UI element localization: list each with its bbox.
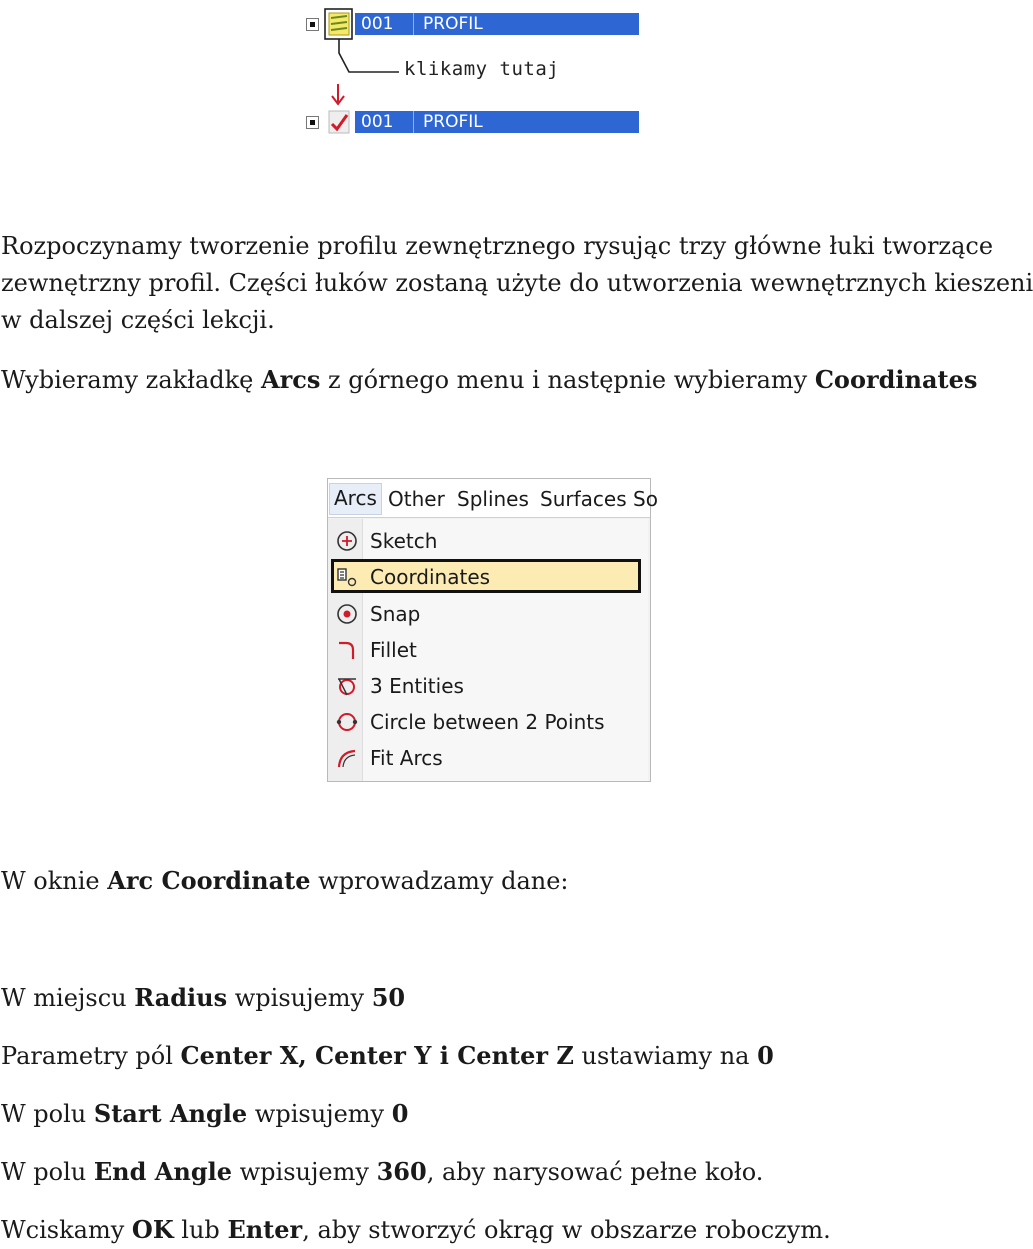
menu-tab-arcs[interactable]: Arcs	[329, 483, 382, 515]
three-entities-icon	[336, 675, 358, 697]
fit-arcs-icon	[336, 747, 358, 769]
fillet-icon	[336, 639, 358, 661]
window-instruction: W oknie Arc Coordinate wprowadzamy dane:	[1, 866, 569, 895]
layer-number: 001	[361, 14, 394, 34]
sketch-icon	[336, 530, 358, 552]
snap-icon	[336, 603, 358, 625]
confirm-instruction: Wciskamy OK lub Enter, aby stworzyć okrąg w obszarze roboczym.	[1, 1215, 831, 1244]
menu-item-sketch[interactable]	[328, 523, 648, 557]
center-instruction: Parametry pól Center X, Center Y i Center Z ustawiamy na 0	[1, 1041, 774, 1070]
menu-item-fit-arcs[interactable]	[328, 740, 648, 774]
circle-two-points-icon	[336, 711, 358, 733]
menu-item-label: Circle between 2 Points	[370, 710, 605, 734]
menu-tab-splines[interactable]: Splines	[457, 487, 529, 511]
intro-paragraph-line: Rozpoczynamy tworzenie profilu zewnętrznego rysując trzy główne łuki tworzące	[1, 232, 994, 260]
layer-row[interactable]	[305, 11, 641, 37]
menu-item-coordinates[interactable]	[328, 559, 648, 593]
layer-number: 001	[361, 112, 394, 132]
layer-expand-toggle[interactable]	[306, 116, 319, 129]
layer-name-bar[interactable]	[355, 111, 639, 133]
select-instruction: Wybieramy zakładkę Arcs z górnego menu i następnie wybieramy Coordinates	[1, 365, 978, 394]
menu-item-3-entities[interactable]	[328, 668, 648, 702]
start-angle-instruction: W polu Start Angle wpisujemy 0	[1, 1099, 409, 1128]
menu-tab-more[interactable]: So	[633, 487, 658, 511]
end-angle-instruction: W polu End Angle wpisujemy 360, aby narysować pełne koło.	[1, 1157, 764, 1186]
layer-name: PROFIL	[423, 14, 483, 34]
menu-item-snap[interactable]	[328, 596, 648, 630]
layer-expand-toggle[interactable]	[306, 18, 319, 31]
coordinates-icon	[336, 566, 358, 588]
layers-figure	[305, 8, 645, 136]
layer-column-divider	[413, 111, 414, 133]
menu-item-label: Coordinates	[370, 565, 491, 589]
checkmark-icon[interactable]	[327, 109, 351, 135]
menu-bar	[328, 479, 658, 518]
intro-paragraph-line: w dalszej części lekcji.	[1, 306, 275, 334]
layer-name-bar[interactable]	[355, 13, 639, 35]
menu-tab-surfaces[interactable]: Surfaces	[540, 487, 627, 511]
menu-tab-other[interactable]: Other	[388, 487, 445, 511]
arcs-menu-screenshot	[327, 478, 658, 782]
layer-column-divider	[413, 13, 414, 35]
menu-item-fillet[interactable]	[328, 632, 648, 666]
layer-row[interactable]	[305, 109, 641, 135]
callout-label: klikamy tutaj	[404, 58, 560, 80]
menu-item-label: Snap	[370, 602, 421, 626]
radius-instruction: W miejscu Radius wpisujemy 50	[1, 983, 406, 1012]
menu-item-label: Fit Arcs	[370, 746, 443, 770]
arcs-dropdown	[328, 519, 648, 781]
menu-item-circle-between-2-points[interactable]	[328, 704, 648, 738]
menu-item-label: Fillet	[370, 638, 417, 662]
layer-name: PROFIL	[423, 112, 483, 132]
layer-stack-icon[interactable]	[327, 11, 351, 37]
menu-item-label: 3 Entities	[370, 674, 464, 698]
menu-item-label: Sketch	[370, 529, 438, 553]
intro-paragraph-line: zewnętrzny profil. Części łuków zostaną użyte do utworzenia wewnętrznych kieszeni	[1, 269, 1033, 297]
